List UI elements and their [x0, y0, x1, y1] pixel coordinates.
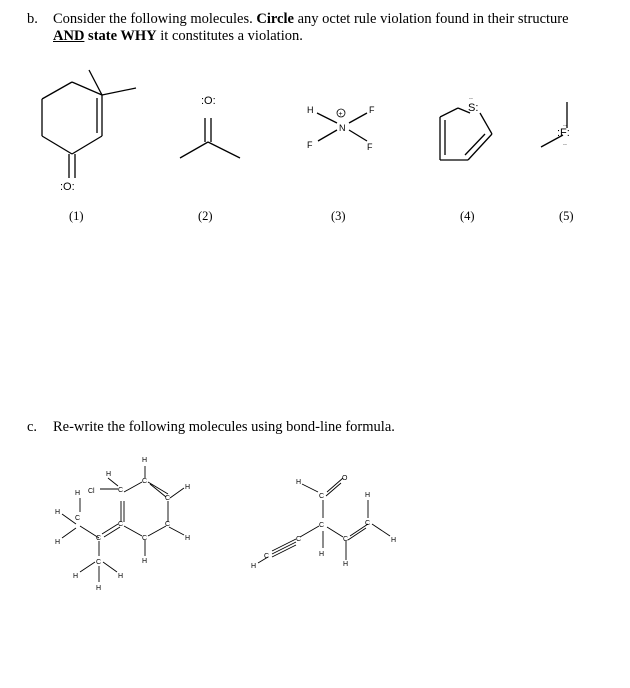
molecule-2-structure [180, 118, 240, 158]
molecule-3-fluorine-2: F [307, 140, 313, 150]
molecule-5-fluorine-dots-bottom: .. [563, 140, 567, 147]
question-b-line1-a: Consider the following molecules. [53, 11, 257, 27]
c1-atom-c: C [165, 521, 171, 528]
question-c-letter: c. [27, 419, 38, 435]
c2-atom-c: C [343, 536, 349, 543]
c2-atom-h: H [319, 551, 325, 558]
c2-atom-c: C [319, 522, 325, 529]
c2-atom-h: H [391, 537, 397, 544]
question-b-line1-b: any octet rule violation found in their structure [293, 11, 569, 27]
c1-atom-c: C [118, 521, 124, 528]
c1-atom-c: C [165, 495, 171, 502]
c1-atom-c: C [96, 559, 102, 566]
c1-atom-c: C [96, 535, 102, 542]
c2-atom-c: C [264, 553, 270, 560]
c1-atom-c: C [75, 515, 81, 522]
c1-atom-h: H [55, 509, 61, 516]
c2-atom-c: C [365, 520, 371, 527]
molecule-2-oxygen: :O: [201, 95, 216, 107]
question-c [27, 419, 627, 439]
molecule-label-3: (3) [331, 209, 346, 223]
molecule-label-2: (2) [198, 209, 213, 223]
c1-atom-h: H [96, 585, 102, 592]
molecule-4-sulfur: S: [468, 102, 479, 114]
c1-atom-h: H [55, 539, 61, 546]
c1-atom-h: H [142, 558, 148, 565]
c2-atom-h: H [343, 561, 349, 568]
molecule-3-hydrogen: H [307, 105, 314, 115]
c2-atom-h: H [251, 563, 257, 570]
question-b-state-why: state WHY [84, 28, 157, 44]
molecule-5-fluorine-dots-top: .. [563, 121, 567, 128]
c1-atom-cl: Cl [88, 488, 95, 495]
molecule-label-1: (1) [69, 209, 84, 223]
c1-atom-c: C [142, 478, 148, 485]
c2-atom-h: H [296, 479, 302, 486]
c1-atom-h: H [185, 484, 191, 491]
c1-atom-c: C [142, 535, 148, 542]
molecule-1-oxygen: :O: [60, 181, 75, 193]
molecule-1-structure [42, 70, 136, 178]
c2-atom-o: O [342, 475, 348, 482]
c1-atom-h: H [106, 471, 112, 478]
question-b-circle-word: Circle [256, 11, 294, 27]
question-b-line2-rest: it constitutes a violation. [156, 28, 303, 44]
c1-atom-h: H [118, 573, 124, 580]
c2-atom-c: C [319, 493, 325, 500]
question-c-text: Re-write the following molecules using bond-line formula. [53, 419, 395, 435]
c2-atom-c: C [296, 536, 302, 543]
molecule-5-fluorine: :F: [557, 127, 570, 139]
c1-atom-h: H [185, 535, 191, 542]
c1-atom-h: H [142, 457, 148, 464]
c1-atom-c: C [118, 487, 124, 494]
molecule-3-positive-charge: + [338, 111, 343, 118]
molecule-3-nitrogen: N [339, 123, 346, 133]
molecule-4-structure [440, 108, 492, 160]
c2-atom-h: H [365, 492, 371, 499]
question-b-letter: b. [27, 11, 38, 27]
molecule-4-sulfur-dots: .. [469, 94, 473, 101]
c1-atom-h: H [75, 490, 81, 497]
molecule-3-fluorine-3: F [367, 142, 373, 152]
c1-atom-h: H [73, 573, 79, 580]
molecule-label-5: (5) [559, 209, 574, 223]
molecule-label-4: (4) [460, 209, 475, 223]
question-b-and-word: AND [53, 28, 85, 44]
molecule-3-fluorine-1: F [369, 105, 375, 115]
